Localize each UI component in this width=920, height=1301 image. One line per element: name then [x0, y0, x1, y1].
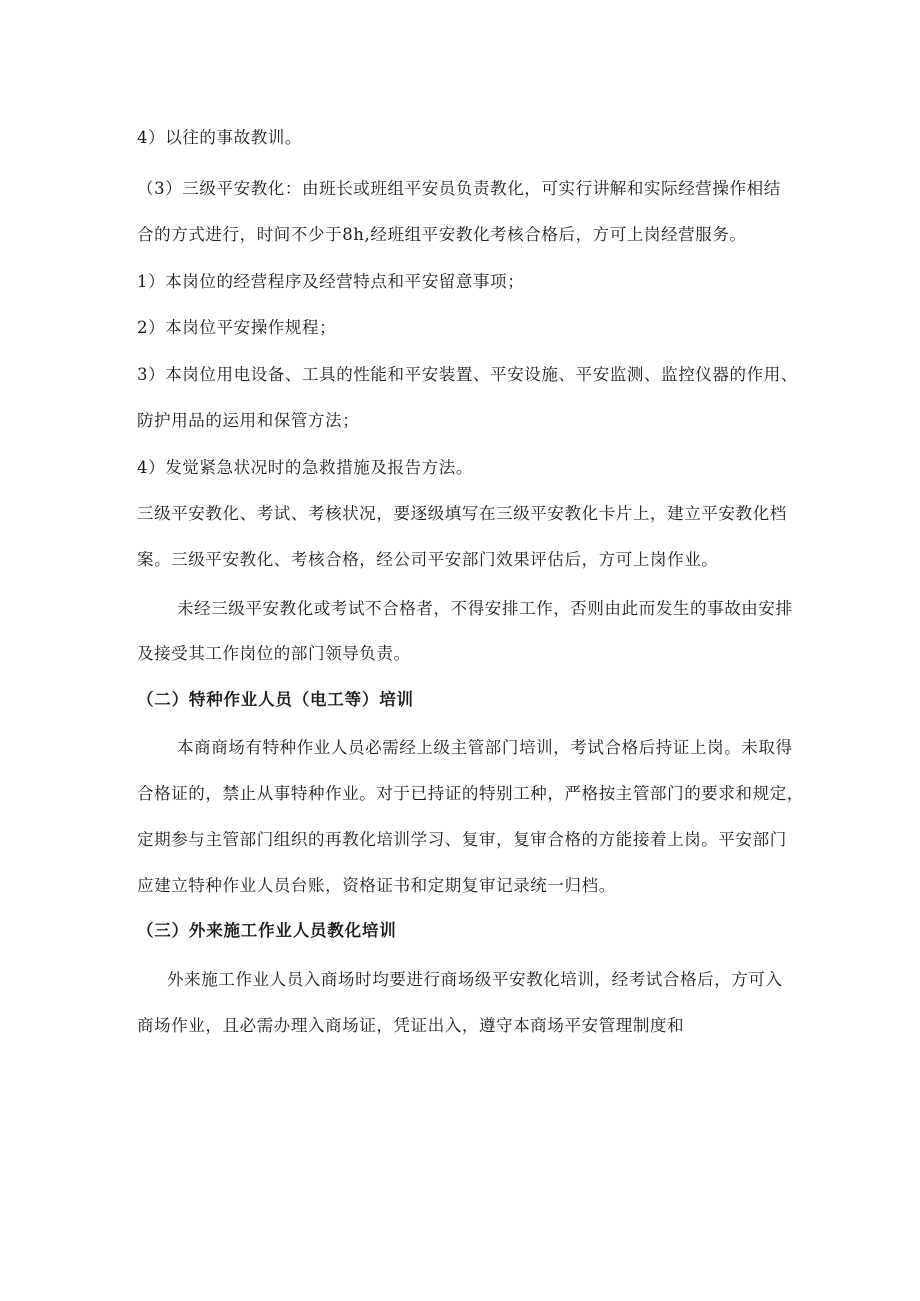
text-line-16: 定期参与主管部门组织的再教化培训学习、复审，复审合格的方能接着上岗。平安部门 — [137, 830, 787, 849]
text-line-8: 4）发觉紧急状况时的急救措施及报告方法。 — [137, 458, 473, 477]
text-line-10: 案。三级平安教化、考核合格，经公司平安部门效果评估后，方可上岗作业。 — [137, 550, 719, 569]
text-line-2: （3）三级平安教化：由班长或班组平安员负责教化，可实行讲解和实际经营操作相结 — [137, 179, 781, 198]
text-line-5: 2）本岗位平安操作规程； — [137, 318, 337, 337]
text-line-15: 合格证的，禁止从事特种作业。对于已持证的特别工种，严格按主管部门的要求和规定， — [137, 784, 804, 803]
text-line-14: 本商商场有特种作业人员必需经上级主管部门培训，考试合格后持证上岗。未取得 — [177, 738, 793, 757]
text-line-3: 合的方式进行，时间不少于8h,经班组平安教化考核合格后，方可上岗经营服务。 — [137, 225, 747, 244]
section-heading-3: （三）外来施工作业人员教化培训 — [137, 921, 397, 940]
text-line-19: 外来施工作业人员入商场时均要进行商场级平安教化培训，经考试合格后，方可入 — [167, 970, 783, 989]
text-line-11: 未经三级平安教化或考试不合格者，不得安排工作，否则由此而发生的事故由安排 — [177, 599, 793, 618]
text-line-12: 及接受其工作岗位的部门领导负责。 — [137, 644, 411, 663]
text-line-6: 3）本岗位用电设备、工具的性能和平安装置、平安设施、平安监测、监控仪器的作用、 — [137, 365, 798, 384]
text-line-17: 应建立特种作业人员台账，资格证书和定期复审记录统一归档。 — [137, 876, 616, 895]
text-line-20: 商场作业，且必需办理入商场证，凭证出入，遵守本商场平安管理制度和 — [137, 1016, 685, 1035]
text-line-1: 4）以往的事故教训。 — [137, 128, 302, 147]
text-line-9: 三级平安教化、考试、考核状况，要逐级填写在三级平安教化卡片上，建立平安教化档 — [137, 504, 787, 523]
text-line-7: 防护用品的运用和保管方法； — [137, 411, 360, 430]
section-heading-2: （二）特种作业人员（电工等）培训 — [137, 690, 414, 709]
text-line-4: 1）本岗位的经营程序及经营特点和平安留意事项； — [137, 272, 525, 291]
